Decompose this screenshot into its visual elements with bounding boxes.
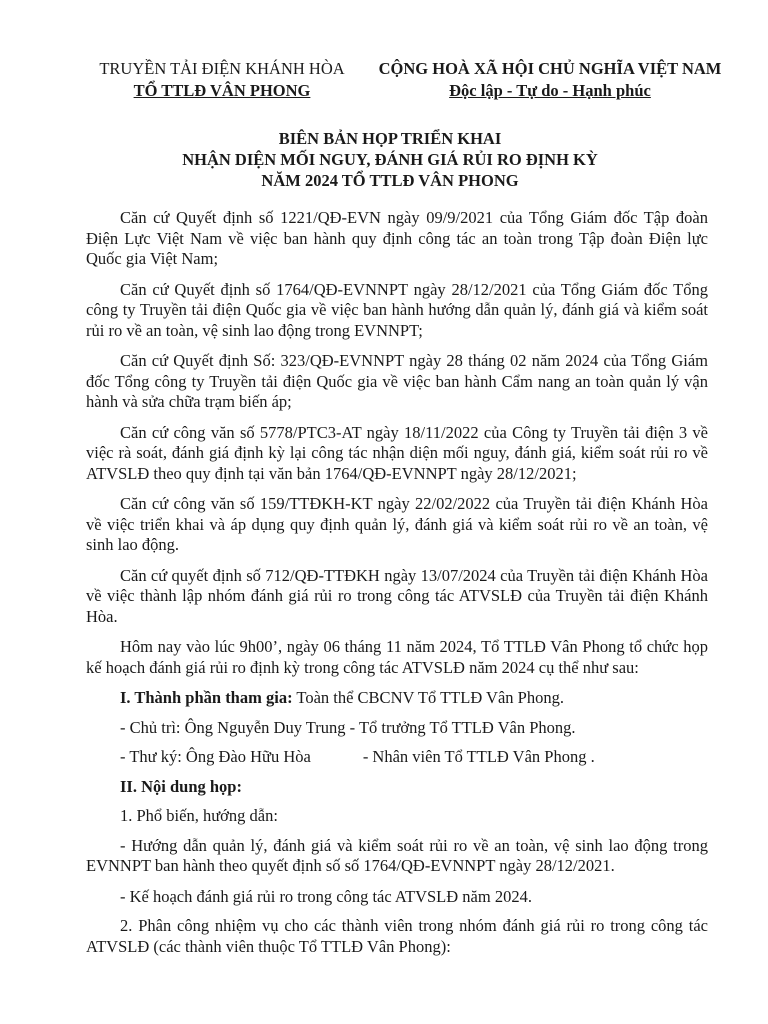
document-title: [60, 128, 720, 191]
document-body: [86, 208, 708, 967]
legal-basis-paragraph: Căn cứ Quyết định số 1221/QĐ-EVN ngày 09/9/2021 của Tổng Giám đốc Tập đoàn Điện Lực Việt Nam về việc ban hành quy định công tác an toàn trong Tập đoàn Điện lực Quốc gia Việt Nam;: [86, 208, 708, 268]
section-1-participants: [86, 688, 708, 709]
meeting-intro-paragraph: Hôm nay vào lúc 9h00’, ngày 06 tháng 11 năm 2024, Tổ TTLĐ Vân Phong tổ chức họp kế hoạch đánh giá rủi ro định kỳ trong công tác ATVSLĐ năm 2024 cụ thể như sau:: [86, 637, 708, 677]
chair-line: - Chủ trì: Ông Nguyễn Duy Trung - Tổ trưởng Tổ TTLĐ Vân Phong.: [120, 717, 576, 737]
legal-basis-paragraph: Căn cứ công văn số 5778/PTC3-AT ngày 18/11/2022 của Công ty Truyền tải điện 3 về việc rà soát, đánh giá định kỳ lại công tác nhận diện mối nguy, đánh giá, kiểm soát rủi ro về ATVSLĐ theo quy định tại văn bản 1764/QĐ-EVNNPT ngày 28/12/2021;: [86, 422, 708, 483]
national-motto: Độc lập - Tự do - Hạnh phúc: [449, 81, 651, 100]
legal-basis-paragraph: Căn cứ công văn số 159/TTĐKH-KT ngày 22/02/2022 của Truyền tải điện Khánh Hòa về việc triển khai và áp dụng quy định quản lý, đánh giá và kiểm soát rủi ro về an toàn, vệ sinh lao động.: [86, 494, 708, 554]
section-1-heading: I. Thành phần tham gia:: [120, 688, 293, 707]
secretary-name: - Thư ký: Ông Đào Hữu Hòa: [120, 747, 311, 766]
secretary-role: - Nhân viên Tổ TTLĐ Vân Phong .: [362, 747, 595, 766]
item-1: 1. Phổ biến, hướng dẫn:: [120, 806, 278, 825]
org-name: TRUYỀN TẢI ĐIỆN KHÁNH HÒA: [99, 59, 345, 78]
title-line-2: NHẬN DIỆN MỐI NGUY, ĐÁNH GIÁ RỦI RO ĐỊNH KỲ: [182, 150, 598, 169]
title-line-1: BIÊN BẢN HỌP TRIỂN KHAI: [278, 129, 502, 148]
unit-name: TỔ TTLĐ VÂN PHONG: [133, 81, 311, 100]
title-line-3: NĂM 2024 TỔ TTLĐ VÂN PHONG: [261, 171, 519, 190]
legal-basis-paragraph: Căn cứ Quyết định số 1764/QĐ-EVNNPT ngày 28/12/2021 của Tổng Giám đốc Tổng công ty Truyền tải điện Quốc gia về việc ban hành hướng dẫn quản lý, đánh giá và kiểm soát rủi ro về an toàn, vệ sinh lao động trong EVNNPT;: [86, 279, 708, 340]
section-1-text: Toàn thể CBCNV Tổ TTLĐ Vân Phong.: [292, 688, 564, 707]
secretary-line: [86, 747, 708, 768]
header-right: [362, 58, 738, 102]
section-2-heading: II. Nội dung họp:: [120, 776, 242, 796]
legal-basis-paragraph: Căn cứ quyết định số 712/QĐ-TTĐKH ngày 13/07/2024 của Truyền tải điện Khánh Hòa về việc thành lập nhóm đánh giá rủi ro trong công tác ATVSLĐ của Truyền tải điện Khánh Hòa.: [86, 565, 708, 626]
item-2: 2. Phân công nhiệm vụ cho các thành viên trong nhóm đánh giá rủi ro trong công tác ATVSLĐ (các thành viên thuộc Tổ TTLĐ Vân Phong):: [86, 916, 708, 956]
document-header: [0, 58, 768, 102]
bullet-item: - Hướng dẫn quản lý, đánh giá và kiểm soát rủi ro về an toàn, vệ sinh lao động trong EVNNPT ban hành theo quyết định số số 1764/QĐ-EVNNPT ngày 28/12/2021.: [86, 835, 708, 875]
legal-basis-paragraph: Căn cứ Quyết định Số: 323/QĐ-EVNNPT ngày 28 tháng 02 năm 2024 của Tổng Giám đốc Tổng công ty Truyền tải điện Quốc gia về việc ban hành Cẩm nang an toàn quản lý vận hành và sửa chữa trạm biến áp;: [86, 351, 708, 411]
country-name: CỘNG HOÀ XÃ HỘI CHỦ NGHĨA VIỆT NAM: [378, 59, 722, 78]
bullet-item: - Kế hoạch đánh giá rủi ro trong công tác ATVSLĐ năm 2024.: [120, 886, 532, 906]
section-2-content: [86, 777, 708, 798]
header-left: [82, 58, 362, 102]
